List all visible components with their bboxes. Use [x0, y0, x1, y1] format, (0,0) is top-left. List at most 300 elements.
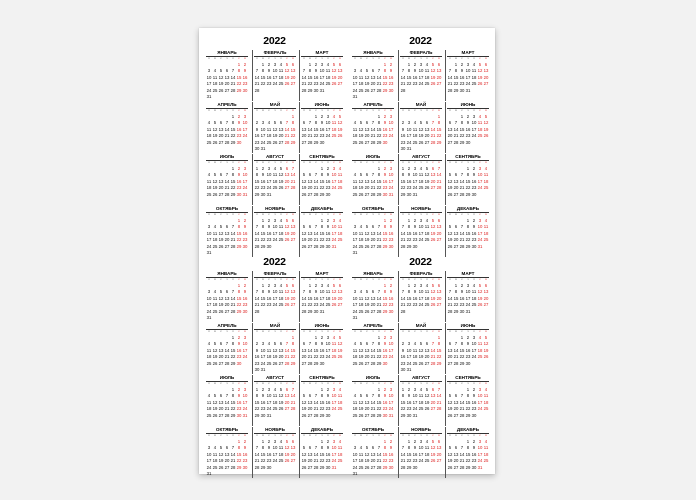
weekday-letter: с: [432, 330, 434, 333]
day-cell: 25: [418, 185, 424, 191]
day-cell: 2: [261, 387, 265, 392]
day-cell: 13: [483, 289, 489, 295]
day-cell: 10: [406, 126, 412, 132]
day-cell: 20: [424, 354, 430, 360]
weekday-letter: п: [327, 330, 329, 333]
month-block: [205, 154, 249, 205]
day-cell: 23: [266, 81, 272, 87]
weekday-letter: п: [402, 161, 404, 164]
day-cell: 7: [314, 172, 318, 178]
day-cell: 5: [448, 224, 452, 230]
day-cell: 15: [307, 295, 313, 301]
weekday-letter: п: [208, 161, 210, 164]
day-cell: 2: [320, 335, 324, 340]
day-cell: 16: [406, 178, 412, 184]
day-cell: 4: [279, 283, 283, 288]
day-cell: 24: [325, 133, 331, 139]
day-cell: 22: [382, 302, 388, 308]
day-cell: 26: [447, 464, 453, 470]
day-cell: 5: [302, 445, 306, 451]
weekday-header: [352, 56, 394, 61]
day-cell: 8: [407, 224, 411, 230]
day-cell: 23: [242, 81, 248, 87]
day-cell: 24: [260, 360, 266, 366]
day-cell: 26: [301, 243, 307, 249]
day-cell: 5: [359, 172, 363, 178]
day-cell: 21: [436, 178, 442, 184]
day-cell: 9: [255, 126, 259, 132]
day-cell: 26: [272, 139, 278, 145]
day-cell: 10: [418, 289, 424, 295]
day-cell: 25: [352, 412, 358, 418]
weekday-letter: п: [208, 109, 210, 112]
weekday-letter: п: [354, 161, 356, 164]
day-cell: 2: [383, 166, 387, 171]
day-cell: 30: [325, 191, 331, 197]
weekday-letter: п: [280, 278, 282, 281]
day-cell: 7: [308, 120, 312, 126]
day-cell: 21: [447, 81, 453, 87]
day-cell: 6: [371, 445, 375, 451]
day-cell: 14: [301, 295, 307, 301]
day-cell: 23: [319, 354, 325, 360]
day-cell: 21: [400, 237, 406, 243]
month-block: [351, 375, 395, 426]
day-cell: 19: [301, 185, 307, 191]
weekday-header: [206, 433, 248, 438]
weekday-letter: п: [473, 161, 475, 164]
day-cell: 9: [389, 289, 393, 295]
day-cell: 26: [337, 133, 343, 139]
day-cell: 2: [472, 218, 476, 223]
day-cell: 17: [406, 354, 412, 360]
day-cell: 5: [365, 68, 369, 74]
day-cell: 29: [459, 360, 465, 366]
day-cell: 3: [320, 62, 324, 67]
day-cell: 10: [272, 224, 278, 230]
day-cell: 3: [413, 166, 417, 171]
day-cell: 11: [206, 347, 212, 353]
month-name: ФЕВРАЛЬ: [409, 50, 433, 55]
weekday-letter: п: [280, 213, 282, 216]
day-cell: 26: [218, 464, 224, 470]
day-cell: 26: [301, 191, 307, 197]
day-cell: 28: [453, 139, 459, 145]
day-cell: 21: [430, 133, 436, 139]
day-cell: 30: [242, 308, 248, 314]
day-cell: 21: [224, 185, 230, 191]
weekday-letter: в: [309, 382, 311, 385]
day-cell: 4: [267, 341, 271, 347]
day-cell: 27: [307, 243, 313, 249]
pocket-calendar: [203, 32, 346, 255]
weekday-letter: в: [339, 161, 341, 164]
day-cell: 14: [459, 399, 465, 405]
weekday-letter: в: [360, 278, 362, 281]
day-cell: 27: [364, 412, 370, 418]
day-cell: 23: [260, 185, 266, 191]
day-cell: 6: [308, 445, 312, 451]
day-cell: 14: [284, 347, 290, 353]
day-cell: 27: [218, 139, 224, 145]
day-cell: 1: [231, 335, 235, 340]
day-cell: 16: [412, 74, 418, 80]
day-cell: 29: [230, 139, 236, 145]
day-cell: 20: [430, 178, 436, 184]
day-cell: 1: [383, 218, 387, 223]
day-cell: 9: [237, 120, 241, 126]
day-cell: 7: [437, 166, 441, 171]
weekday-letter: п: [303, 382, 305, 385]
day-cell: 20: [436, 74, 442, 80]
day-cell: 3: [407, 341, 411, 347]
day-cell: 25: [212, 87, 218, 93]
day-cell: 3: [273, 283, 277, 288]
month-block: [445, 323, 490, 374]
day-cell: 11: [212, 295, 218, 301]
day-cell: 24: [477, 237, 483, 243]
month-block: [205, 271, 249, 322]
year-title: 2022: [409, 256, 432, 268]
day-cell: 17: [266, 178, 272, 184]
day-cell: 15: [290, 347, 296, 353]
days-grid: [447, 283, 489, 315]
pocket-calendar: [349, 253, 492, 476]
day-cell: 2: [401, 341, 405, 347]
day-cell: 13: [453, 399, 459, 405]
day-cell: 14: [313, 451, 319, 457]
day-cell: 9: [243, 224, 247, 230]
weekday-header: [447, 277, 489, 282]
weekday-letter: ч: [226, 330, 228, 333]
day-cell: 26: [447, 191, 453, 197]
days-grid: [301, 166, 343, 198]
day-cell: 17: [418, 74, 424, 80]
day-cell: 12: [477, 289, 483, 295]
day-cell: 22: [436, 133, 442, 139]
weekday-letter: в: [262, 330, 264, 333]
day-cell: 18: [212, 458, 218, 464]
day-cell: 22: [376, 185, 382, 191]
days-grid: [400, 218, 442, 250]
day-cell: 31: [331, 464, 337, 470]
day-cell: 3: [413, 387, 417, 392]
day-cell: 24: [242, 133, 248, 139]
day-cell: 26: [364, 308, 370, 314]
day-cell: 19: [358, 185, 364, 191]
days-grid: [206, 283, 248, 321]
weekday-letter: п: [473, 382, 475, 385]
day-cell: 13: [364, 126, 370, 132]
day-cell: 24: [418, 458, 424, 464]
weekday-letter: с: [333, 57, 335, 60]
day-cell: 7: [401, 445, 405, 451]
day-cell: 13: [224, 451, 230, 457]
day-cell: 6: [365, 120, 369, 126]
weekday-letter: п: [256, 382, 258, 385]
weekday-header: [400, 160, 442, 165]
day-cell: 30: [242, 243, 248, 249]
day-cell: 22: [400, 406, 406, 412]
day-cell: 3: [207, 68, 211, 74]
month-name: СЕНТЯБРЬ: [309, 375, 335, 380]
weekday-letter: п: [303, 109, 305, 112]
day-cell: 17: [319, 74, 325, 80]
day-cell: 24: [388, 406, 394, 412]
day-cell: 31: [352, 470, 358, 476]
weekday-letter: ч: [321, 330, 323, 333]
weekday-letter: с: [315, 109, 317, 112]
weekday-header: [447, 56, 489, 61]
day-cell: 1: [383, 283, 387, 288]
weekday-header: [352, 277, 394, 282]
day-cell: 12: [358, 347, 364, 353]
day-cell: 6: [291, 439, 295, 444]
day-cell: 24: [272, 237, 278, 243]
day-cell: 13: [301, 126, 307, 132]
day-cell: 25: [424, 458, 430, 464]
weekday-letter: с: [366, 330, 368, 333]
month-name: ЯНВАРЬ: [363, 50, 383, 55]
day-cell: 19: [301, 458, 307, 464]
day-cell: 20: [483, 295, 489, 301]
day-cell: 17: [331, 451, 337, 457]
day-cell: 15: [319, 230, 325, 236]
weekday-header: [301, 329, 343, 334]
day-cell: 7: [231, 445, 235, 451]
day-cell: 11: [278, 289, 284, 295]
day-cell: 19: [424, 178, 430, 184]
day-cell: 14: [224, 347, 230, 353]
day-cell: 31: [388, 191, 394, 197]
day-cell: 6: [291, 62, 295, 67]
day-cell: 9: [267, 224, 271, 230]
day-cell: 11: [358, 295, 364, 301]
weekday-letter: в: [438, 213, 440, 216]
day-cell: 18: [483, 178, 489, 184]
weekday-letter: п: [449, 109, 451, 112]
day-cell: 14: [254, 295, 260, 301]
day-cell: 9: [413, 224, 417, 230]
day-cell: 4: [472, 62, 476, 67]
day-cell: 9: [460, 68, 464, 74]
day-cell: 4: [425, 218, 429, 223]
day-cell: 13: [218, 126, 224, 132]
day-cell: 5: [431, 218, 435, 223]
day-cell: 13: [436, 289, 442, 295]
day-cell: 11: [483, 393, 489, 399]
day-cell: 8: [437, 341, 441, 347]
day-cell: 2: [243, 218, 247, 223]
day-cell: 27: [430, 185, 436, 191]
day-cell: 8: [237, 445, 241, 451]
day-cell: 16: [313, 295, 319, 301]
pocket-calendar: [203, 253, 346, 476]
day-cell: 27: [447, 360, 453, 366]
day-cell: 24: [352, 87, 358, 93]
day-cell: 7: [291, 387, 295, 392]
weekday-letter: п: [426, 330, 428, 333]
days-grid: [352, 335, 394, 367]
day-cell: 19: [284, 74, 290, 80]
weekday-letter: с: [366, 434, 368, 437]
day-cell: 14: [447, 295, 453, 301]
day-cell: 4: [359, 289, 363, 295]
day-cell: 12: [424, 172, 430, 178]
day-cell: 4: [267, 120, 271, 126]
day-cell: 12: [430, 289, 436, 295]
day-cell: 5: [359, 341, 363, 347]
day-cell: 1: [383, 439, 387, 444]
day-cell: 5: [359, 393, 363, 399]
weekday-letter: п: [208, 57, 210, 60]
day-cell: 31: [406, 366, 412, 372]
day-cell: 13: [218, 178, 224, 184]
day-cell: 8: [383, 445, 387, 451]
day-cell: 27: [284, 185, 290, 191]
day-cell: 28: [370, 139, 376, 145]
day-cell: 19: [430, 451, 436, 457]
day-cell: 8: [401, 393, 405, 399]
weekday-letter: ч: [226, 382, 228, 385]
weekday-letter: с: [238, 161, 240, 164]
day-cell: 15: [459, 126, 465, 132]
weekday-header: [400, 329, 442, 334]
day-cell: 1: [231, 387, 235, 392]
weekday-letter: с: [384, 330, 386, 333]
month-name: ИЮЛЬ: [365, 375, 381, 380]
day-cell: 19: [278, 178, 284, 184]
day-cell: 23: [325, 406, 331, 412]
day-cell: 26: [358, 139, 364, 145]
day-cell: 5: [302, 224, 306, 230]
day-cell: 3: [243, 114, 247, 119]
weekday-header: [206, 212, 248, 217]
day-cell: 11: [278, 224, 284, 230]
day-cell: 4: [207, 120, 211, 126]
month-name: ФЕВРАЛЬ: [263, 50, 287, 55]
weekday-letter: в: [485, 109, 487, 112]
day-cell: 9: [413, 445, 417, 451]
weekday-letter: с: [366, 57, 368, 60]
day-cell: 22: [260, 81, 266, 87]
day-cell: 29: [382, 243, 388, 249]
day-cell: 19: [483, 347, 489, 353]
day-cell: 24: [272, 302, 278, 308]
day-cell: 25: [278, 81, 284, 87]
day-cell: 23: [382, 133, 388, 139]
day-cell: 19: [477, 74, 483, 80]
weekday-letter: п: [327, 161, 329, 164]
day-cell: 12: [301, 451, 307, 457]
day-cell: 4: [413, 341, 417, 347]
month-block: [351, 50, 395, 101]
day-cell: 15: [400, 178, 406, 184]
day-cell: 17: [272, 74, 278, 80]
day-cell: 17: [471, 347, 477, 353]
day-cell: 24: [465, 302, 471, 308]
weekday-letter: с: [366, 382, 368, 385]
weekday-letter: в: [438, 330, 440, 333]
day-cell: 17: [465, 295, 471, 301]
day-cell: 26: [364, 87, 370, 93]
month-block: [351, 427, 395, 478]
day-cell: 21: [313, 406, 319, 412]
day-cell: 25: [477, 133, 483, 139]
weekday-letter: п: [232, 278, 234, 281]
year-title: 2022: [409, 35, 432, 47]
day-cell: 21: [400, 458, 406, 464]
day-cell: 25: [331, 133, 337, 139]
weekday-letter: п: [256, 161, 258, 164]
day-cell: 28: [313, 464, 319, 470]
day-cell: 15: [465, 230, 471, 236]
day-cell: 28: [447, 308, 453, 314]
weekday-letter: с: [432, 109, 434, 112]
day-cell: 31: [352, 93, 358, 99]
day-cell: 26: [284, 458, 290, 464]
day-cell: 1: [437, 114, 441, 119]
day-cell: 26: [430, 458, 436, 464]
weekday-letter: в: [244, 382, 246, 385]
month-block: [205, 102, 249, 153]
day-cell: 5: [219, 445, 223, 451]
day-cell: 1: [231, 166, 235, 171]
day-cell: 8: [261, 289, 265, 295]
days-grid: [400, 387, 442, 419]
month-name: ДЕКАБРЬ: [456, 206, 480, 211]
day-cell: 7: [401, 68, 405, 74]
weekday-letter: с: [268, 57, 270, 60]
day-cell: 2: [255, 341, 259, 347]
day-cell: 19: [218, 81, 224, 87]
day-cell: 30: [400, 145, 406, 151]
day-cell: 8: [454, 68, 458, 74]
day-cell: 29: [436, 139, 442, 145]
day-cell: 7: [314, 224, 318, 230]
day-cell: 22: [290, 133, 296, 139]
day-cell: 24: [477, 185, 483, 191]
day-cell: 24: [418, 81, 424, 87]
day-cell: 14: [307, 347, 313, 353]
day-cell: 28: [254, 87, 260, 93]
day-cell: 6: [308, 393, 312, 399]
month-block: [445, 154, 490, 205]
weekday-letter: ч: [321, 434, 323, 437]
day-cell: 9: [389, 68, 393, 74]
month-name: ИЮЛЬ: [219, 375, 235, 380]
day-cell: 21: [254, 237, 260, 243]
day-cell: 23: [459, 81, 465, 87]
day-cell: 21: [301, 302, 307, 308]
day-cell: 29: [436, 360, 442, 366]
day-cell: 22: [376, 354, 382, 360]
weekday-letter: п: [232, 382, 234, 385]
day-cell: 11: [278, 68, 284, 74]
day-cell: 23: [388, 458, 394, 464]
day-cell: 20: [483, 74, 489, 80]
day-cell: 20: [364, 406, 370, 412]
weekday-letter: п: [402, 57, 404, 60]
day-cell: 14: [230, 74, 236, 80]
weekday-letter: ч: [467, 278, 469, 281]
day-cell: 28: [307, 139, 313, 145]
day-cell: 11: [358, 74, 364, 80]
day-cell: 10: [477, 393, 483, 399]
weekday-header: [400, 277, 442, 282]
day-cell: 2: [472, 166, 476, 171]
day-cell: 17: [272, 295, 278, 301]
